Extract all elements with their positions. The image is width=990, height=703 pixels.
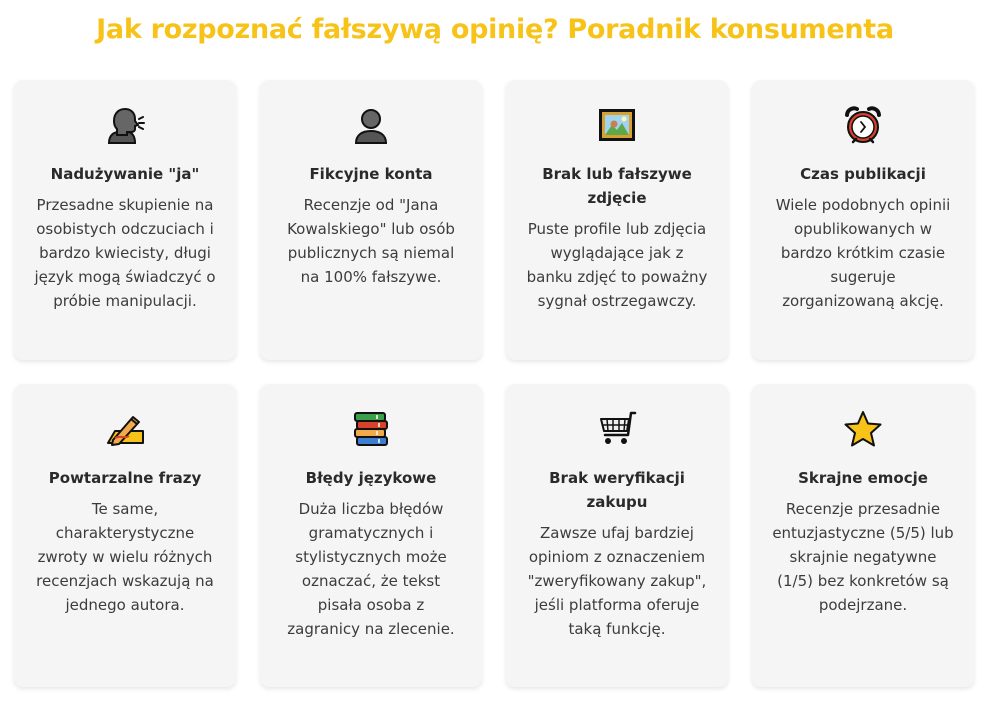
card-description: Recenzje przesadnie entuzjastyczne (5/5) lub skrajnie negatywne (1/5) bez konkretów są podejrzane. [772,500,954,614]
star-icon [768,408,958,450]
alarm-clock-icon [768,104,958,146]
card-description: Duża liczba błędów gramatycznych i stylistycznych może oznaczać, że tekst pisała osoba z zagranicy na zlecenie. [287,500,455,638]
framed-picture-icon [522,104,712,146]
card-description: Przesadne skupienie na osobistych odczuciach i bardzo kwiecisty, długi język mogą świadczyć o próbie manipulacji. [34,196,216,310]
shopping-cart-icon [522,408,712,450]
card-title: Błędy językowe [305,469,437,487]
card-title: Nadużywanie "ja" [50,165,200,183]
page-title: Jak rozpoznać fałszywą opinię? Poradnik konsumenta [96,14,894,45]
card-title: Skrajne emocje [798,469,928,487]
tip-card [260,80,482,360]
card-description: Te same, charakterystyczne zwroty w wielu różnych recenzjach wskazują na jednego autora. [36,500,214,614]
memo-pencil-icon [30,408,220,450]
card-title: Brak weryfikacji zakupu [549,469,685,511]
card-description: Recenzje od "Jana Kowalskiego" lub osób publicznych są niemal na 100% fałszywe. [287,196,455,286]
speaking-head-icon [30,104,220,146]
card-description: Zawsze ufaj bardziej opiniom z oznaczeniem "zweryfikowany zakup", jeśli platforma oferuje taką funkcję. [527,524,707,638]
card-title: Powtarzalne frazy [48,469,202,487]
tip-card [14,384,236,687]
tips-grid [14,80,976,687]
card-description: Puste profile lub zdjęcia wyglądające jak z banku zdjęć to poważny sygnał ostrzegawczy. [526,220,708,310]
card-description: Wiele podobnych opinii opublikowanych w bardzo krótkim czasie sugeruje zorganizowaną akcję. [775,196,951,310]
tip-card [14,80,236,360]
books-icon [276,408,466,450]
tip-card [260,384,482,687]
tip-card [752,80,974,360]
person-silhouette-icon [276,104,466,146]
card-title: Fikcyjne konta [309,165,433,183]
tip-card [506,384,728,687]
card-title: Brak lub fałszywe zdjęcie [542,165,692,207]
tip-card [506,80,728,360]
tip-card [752,384,974,687]
card-title: Czas publikacji [800,165,926,183]
